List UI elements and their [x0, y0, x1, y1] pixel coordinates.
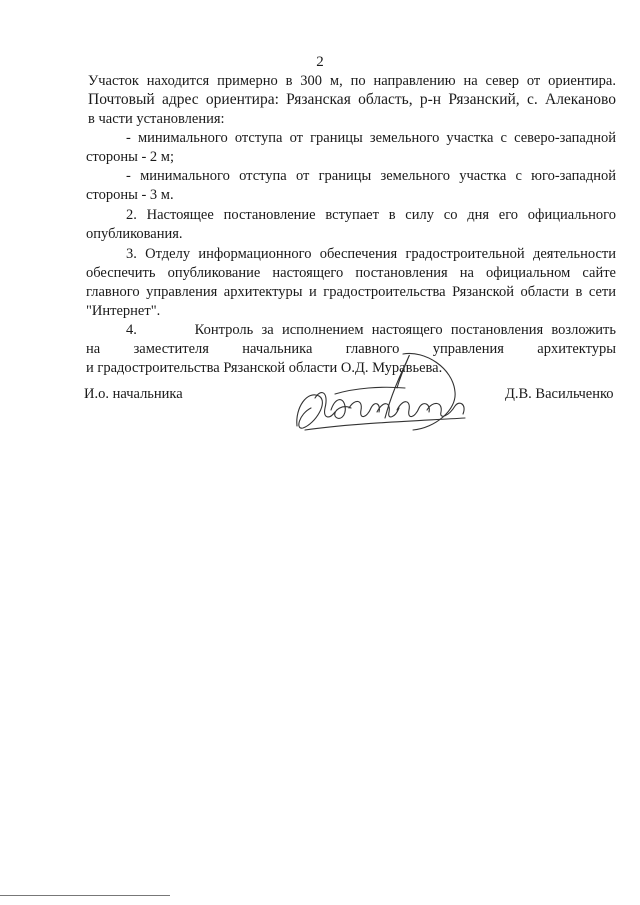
paragraph-line: обеспечить опубликование настоящего постановления на официальном сайте	[86, 265, 616, 281]
paragraph-line: 3. Отделу информационного обеспечения градостроительной деятельности	[126, 246, 616, 262]
paragraph-line: Почтовый адрес ориентира: Рязанская область, р-н Рязанский, с. Алеканово	[88, 91, 616, 108]
bullet-line: стороны - 2 м;	[86, 149, 174, 165]
paragraph-line: 2. Настоящее постановление вступает в силу со дня его официального	[126, 207, 616, 223]
paragraph-line: главного управления архитектуры и градостроительства Рязанской области в сети	[86, 284, 616, 300]
signatory-position: И.о. начальника	[84, 386, 183, 402]
paragraph-line: в части установления:	[88, 111, 225, 127]
paragraph-line: и градостроительства Рязанской области О.Д. Муравьева.	[86, 360, 443, 376]
handwritten-signature	[285, 348, 480, 443]
signatory-name: Д.В. Васильченко	[505, 386, 614, 402]
page-number: 2	[316, 54, 324, 70]
paragraph-line: опубликования.	[86, 226, 183, 242]
paragraph-line: Участок находится примерно в 300 м, по направлению на север от ориентира.	[88, 73, 616, 89]
bullet-line: стороны - 3 м.	[86, 187, 174, 203]
bullet-line: - минимального отступа от границы земельного участка с юго-западной	[126, 168, 616, 184]
bullet-line: - минимального отступа от границы земельного участка с северо-западной	[126, 130, 616, 146]
paragraph-line: на заместителя начальника главного управления архитектуры	[86, 341, 616, 357]
bottom-divider	[0, 895, 170, 896]
paragraph-line: "Интернет".	[86, 303, 161, 319]
paragraph-line: 4. Контроль за исполнением настоящего постановления возложить	[126, 322, 616, 338]
